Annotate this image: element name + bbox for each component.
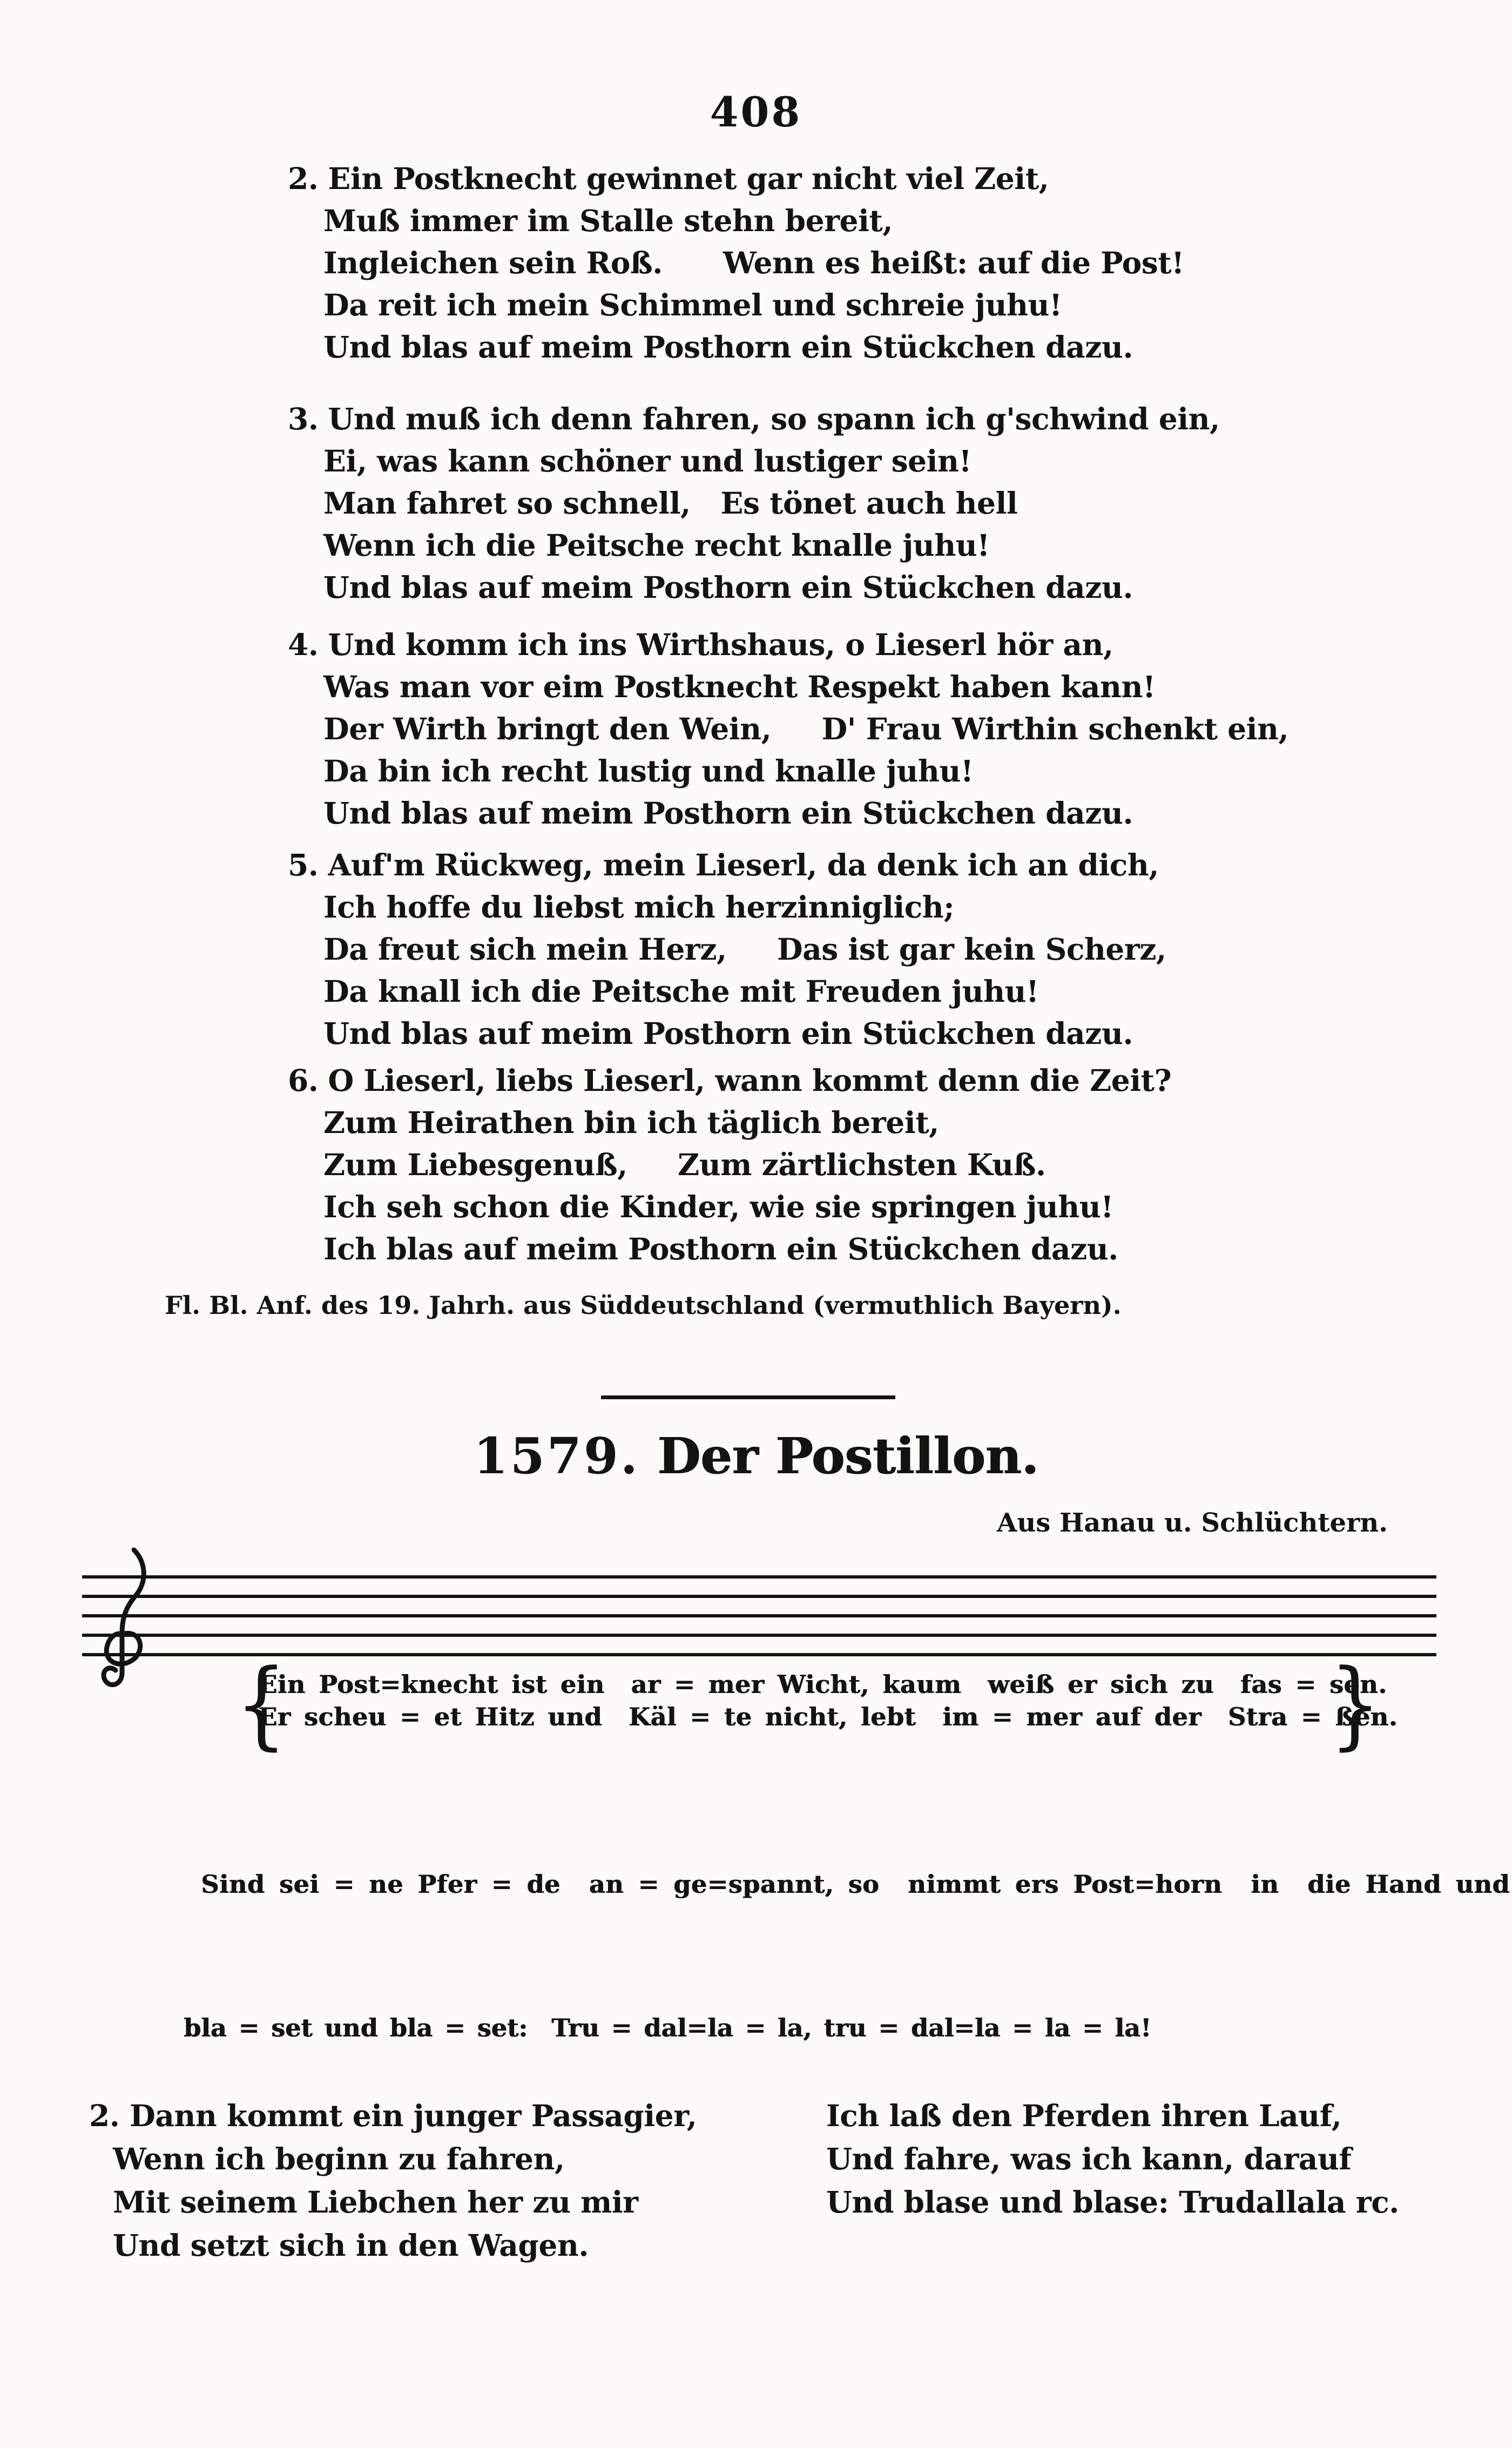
music-lyric-line: Er scheu = et Hitz und Käl = te nicht, lebt im = mer auf der Stra = ßen. — [258, 1702, 1398, 1731]
verse-line: Da freut sich mein Herz, Das ist gar kein Scherz, — [323, 932, 1166, 967]
verse-line: Wenn ich die Peitsche recht knalle juhu! — [323, 528, 990, 563]
verse-line: Da knall ich die Peitsche mit Freuden juhu! — [323, 974, 1039, 1009]
verse-line: Ingleichen sein Roß. Wenn es heißt: auf die Post! — [323, 245, 1184, 280]
verse-2 — [288, 158, 1368, 368]
song-title-row — [0, 1427, 1512, 1485]
verse-line: Und blas auf meim Posthorn ein Stückchen dazu. — [323, 1016, 1133, 1051]
verse-line: Und blas auf meim Posthorn ein Stückchen dazu. — [323, 570, 1133, 605]
lyric-brace: { — [235, 1649, 287, 1761]
verse-line: Ich blas auf meim Posthorn ein Stückchen dazu. — [323, 1231, 1118, 1266]
verse-5 — [288, 844, 1368, 1055]
verse-line: Was man vor eim Postknecht Respekt haben kann! — [323, 669, 1156, 704]
verse-3 — [288, 398, 1368, 609]
verse-line: Wenn ich beginn zu fahren, — [113, 2141, 565, 2176]
verse-line: Ich laß den Pferden ihren Lauf, — [826, 2098, 1342, 2133]
song-attribution: Aus Hanau u. Schlüchtern. — [997, 1508, 1388, 1538]
music-system-1 — [81, 1534, 1442, 1696]
verse-number: 2. — [288, 161, 319, 196]
lyric-brace: } — [1329, 1649, 1381, 1761]
verse-number: 3. — [288, 401, 319, 436]
verse-line: Man fahret so schnell, Es tönet auch hell — [323, 485, 1018, 521]
page-number: 408 — [710, 88, 802, 136]
verse-line: Ei, was kann schöner und lustiger sein! — [323, 443, 972, 478]
verse-line: Da bin ich recht lustig und knalle juhu! — [323, 753, 974, 788]
verse-line: 5. Auf'm Rückweg, mein Lieserl, da denk ich an dich, — [288, 847, 1159, 882]
verse-line: 4. Und komm ich ins Wirthshaus, o Lieserl hör an, — [288, 627, 1113, 662]
verse-line: Ich seh schon die Kinder, wie sie springen juhu! — [323, 1189, 1113, 1224]
verse-number: 5. — [288, 847, 319, 882]
verse-line: 3. Und muß ich denn fahren, so spann ich g'schwind ein, — [288, 401, 1220, 436]
music-lyric-line: bla = set und bla = set: Tru = dal=la = la, tru = dal=la = la = la! — [184, 2013, 1151, 2042]
verse-line: Ich hoffe du liebst mich herzinniglich; — [323, 889, 955, 925]
verse-line: Zum Liebesgenuß, Zum zärtlichsten Kuß. — [323, 1147, 1046, 1182]
verse-line: Da reit ich mein Schimmel und schreie juhu! — [323, 287, 1062, 322]
verse-number: 4. — [288, 627, 319, 662]
song-number: 1579. — [473, 1427, 640, 1485]
verse-line: Und blas auf meim Posthorn ein Stückchen dazu. — [323, 329, 1133, 365]
music-lyric-line: Ein Post=knecht ist ein ar = mer Wicht, kaum weiß er sich zu fas = sen. — [258, 1670, 1387, 1699]
verse-4 — [288, 624, 1368, 834]
verse2-column-right — [826, 2094, 1399, 2224]
verse-number: 6. — [288, 1063, 319, 1098]
music-lyric-line: Sind sei = ne Pfer = de an = ge=spannt, so nimmt ers Post=horn in die Hand und — [201, 1870, 1510, 1899]
verse-line: Der Wirth bringt den Wein, D' Frau Wirthin schenkt ein, — [323, 711, 1289, 746]
verse-line: Und blase und blase: Trudallala rc. — [826, 2184, 1399, 2220]
source-note: Fl. Bl. Anf. des 19. Jahrh. aus Süddeutschland (vermuthlich Bayern). — [165, 1291, 1122, 1320]
verse-line: Muß immer im Stalle stehn bereit, — [323, 203, 893, 238]
verse2-column-left — [89, 2094, 697, 2267]
verse-line: 2. Ein Postknecht gewinnet gar nicht viel Zeit, — [288, 161, 1049, 196]
verse-line: 6. O Lieserl, liebs Lieserl, wann kommt denn die Zeit? — [288, 1063, 1172, 1098]
verse-line: Zum Heirathen bin ich täglich bereit, — [323, 1105, 939, 1140]
verse-line: Und blas auf meim Posthorn ein Stückchen dazu. — [323, 795, 1133, 831]
verse-line: Und fahre, was ich kann, darauf — [826, 2141, 1352, 2176]
verse-line: Mit seinem Liebchen her zu mir — [113, 2184, 638, 2220]
section-divider — [601, 1395, 895, 1399]
song-title: Der Postillon. — [657, 1427, 1039, 1485]
verse-line: Und setzt sich in den Wagen. — [113, 2228, 589, 2263]
verse-6 — [288, 1060, 1368, 1270]
verse-line: 2. Dann kommt ein junger Passagier, — [89, 2098, 697, 2133]
